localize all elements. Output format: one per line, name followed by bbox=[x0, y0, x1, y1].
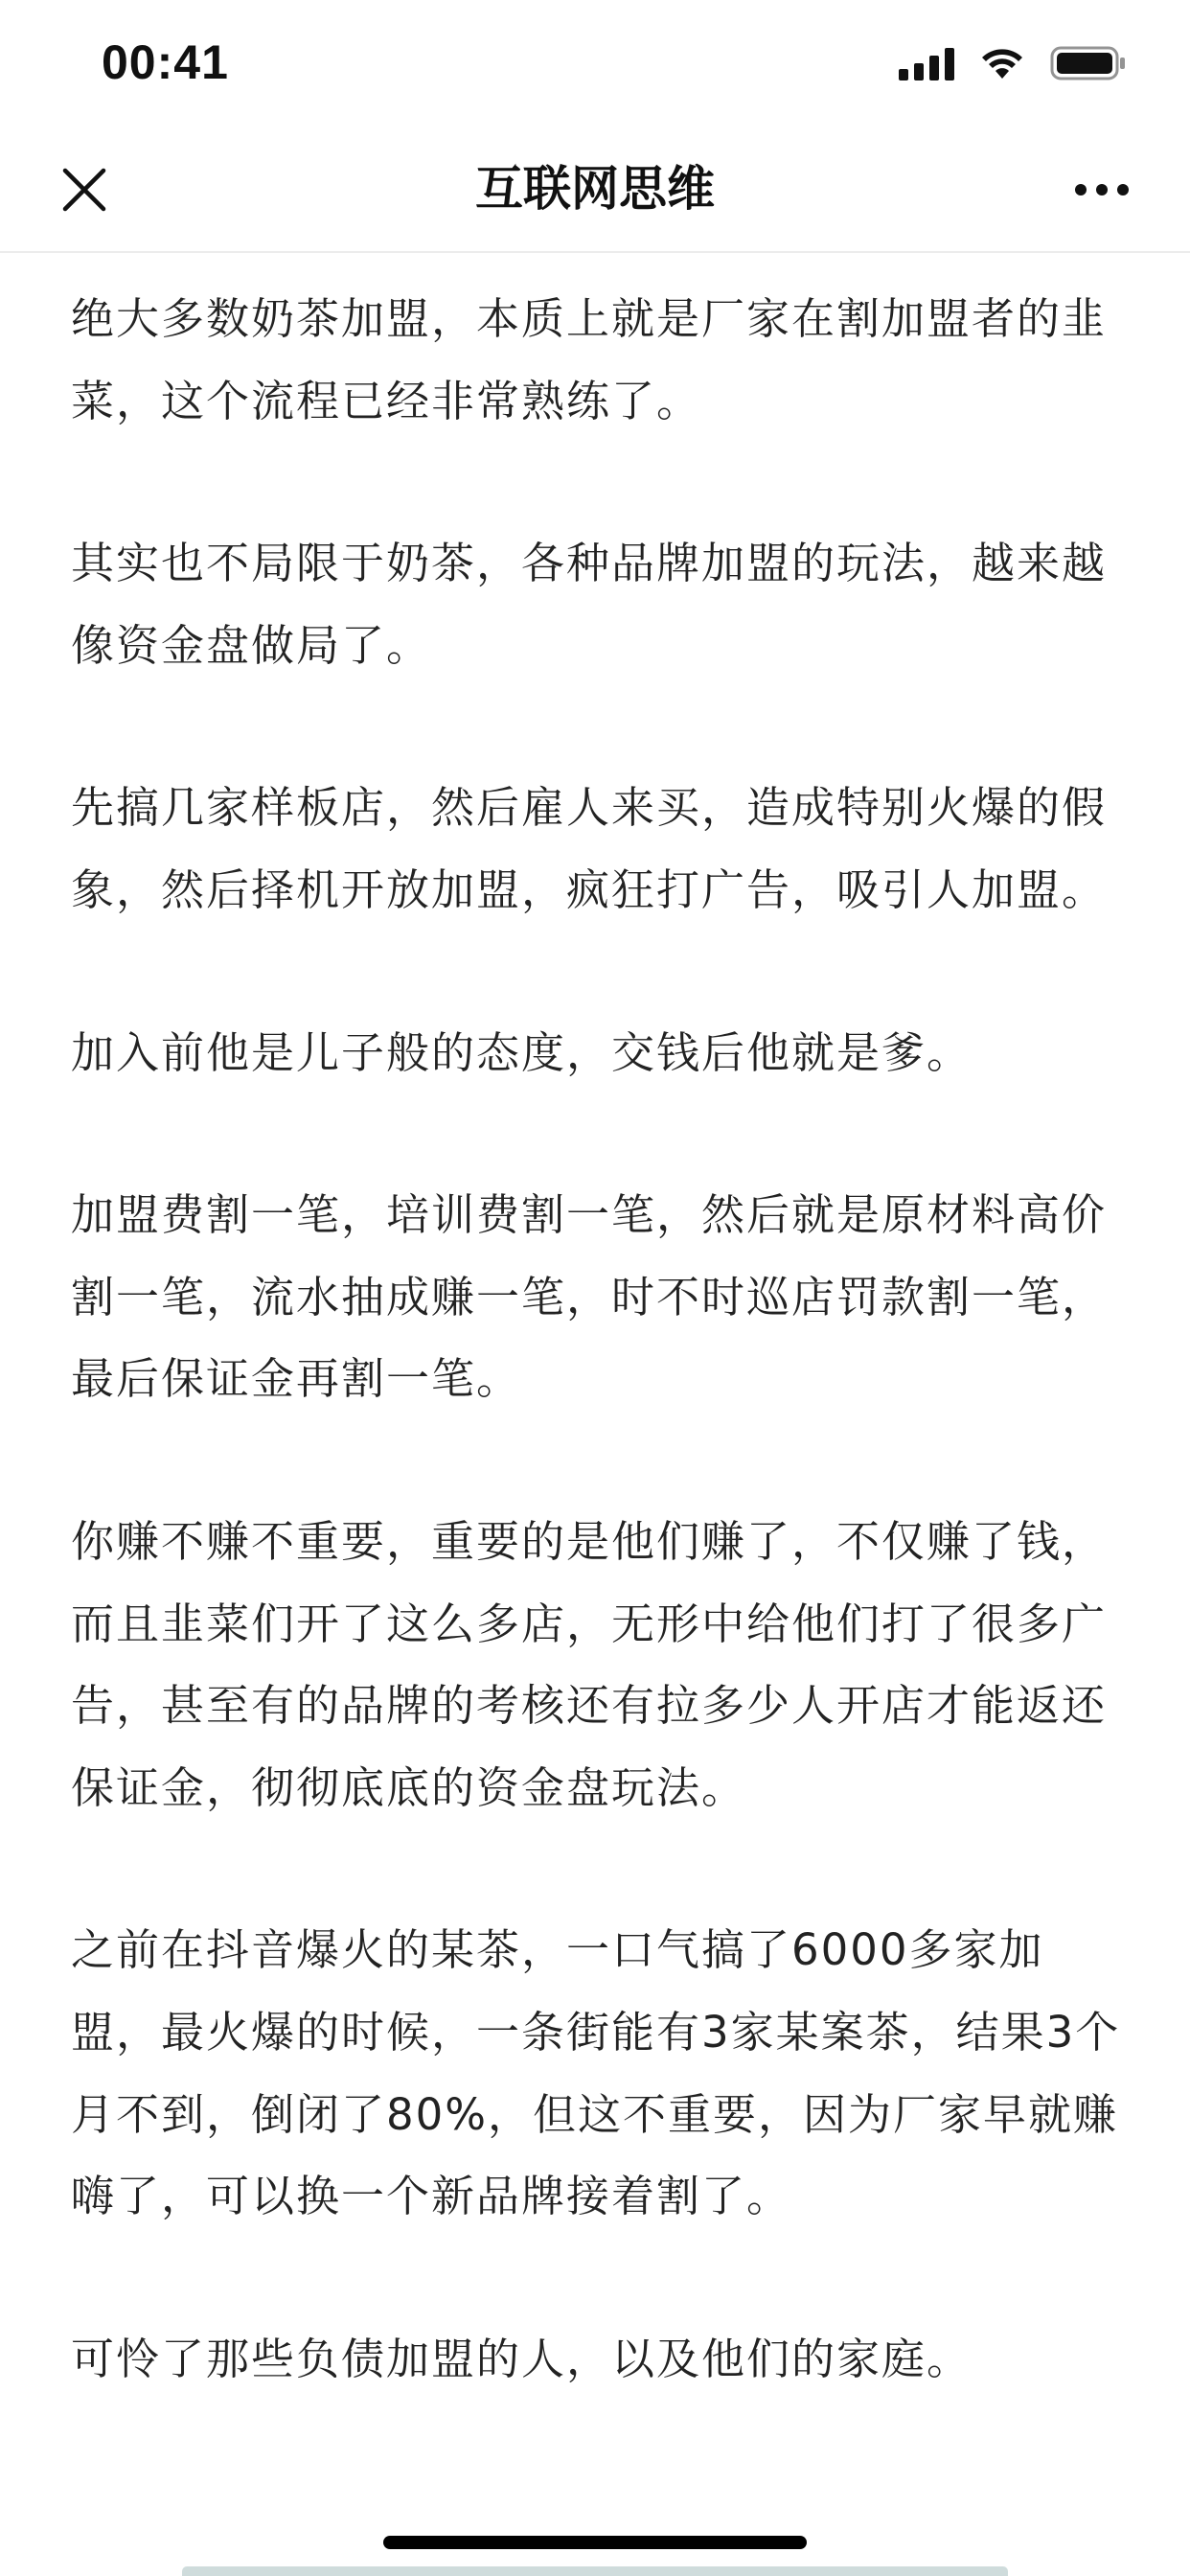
status-bar bbox=[0, 0, 1190, 126]
article-paragraph: 你赚不赚不重要，重要的是他们赚了，不仅赚了钱，而且韭菜们开了这么多店，无形中给他们打了很多广告，甚至有的品牌的考核还有拉多少人开店才能返还保证金，彻彻底底的资金盘玩法。 bbox=[71, 1515, 1108, 1813]
article-paragraph: 可怜了那些负债加盟的人，以及他们的家庭。 bbox=[71, 2333, 973, 2384]
status-time: 00:41 bbox=[102, 35, 229, 89]
article-paragraph: 其实也不局限于奶茶，各种品牌加盟的玩法，越来越像资金盘做局了。 bbox=[71, 538, 1108, 671]
page-title: 互联网思维 bbox=[475, 161, 715, 217]
article-paragraph: 绝大多数奶茶加盟，本质上就是厂家在割加盟者的韭菜，这个流程已经非常熟练了。 bbox=[71, 293, 1108, 426]
article-paragraph: 先搞几家样板店，然后雇人来买，造成特别火爆的假象，然后择机开放加盟，疯狂打广告，吸引人加盟。 bbox=[71, 782, 1108, 915]
more-dots-icon bbox=[1117, 184, 1129, 196]
article-paragraph: 加盟费割一笔，培训费割一笔，然后就是原材料高价割一笔，流水抽成赚一笔，时不时巡店罚款割一笔，最后保证金再割一笔。 bbox=[71, 1189, 1108, 1405]
more-dots-icon bbox=[1096, 184, 1108, 196]
article-paragraph: 加入前他是儿子般的态度，交钱后他就是爹。 bbox=[71, 1026, 973, 1078]
nav-bar bbox=[0, 126, 1190, 253]
status-icons bbox=[899, 42, 1127, 84]
more-dots-icon bbox=[1075, 184, 1087, 196]
home-indicator[interactable] bbox=[383, 2536, 807, 2549]
article-paragraph: 之前在抖音爆火的某茶，一口气搞了6000多家加盟，最火爆的时候，一条街能有3家某案茶，结果3个月不到，倒闭了80%，但这不重要，因为厂家早就赚嗨了，可以换一个新品牌接着割了。 bbox=[71, 1924, 1121, 2222]
wifi-icon bbox=[979, 46, 1025, 80]
close-icon bbox=[61, 167, 107, 213]
close-button[interactable] bbox=[50, 155, 119, 224]
battery-icon bbox=[1050, 45, 1127, 81]
article-body bbox=[71, 278, 1125, 2480]
more-button[interactable] bbox=[1064, 155, 1140, 224]
bottom-toolbar-edge bbox=[182, 2566, 1008, 2576]
cellular-signal-icon bbox=[899, 46, 954, 80]
